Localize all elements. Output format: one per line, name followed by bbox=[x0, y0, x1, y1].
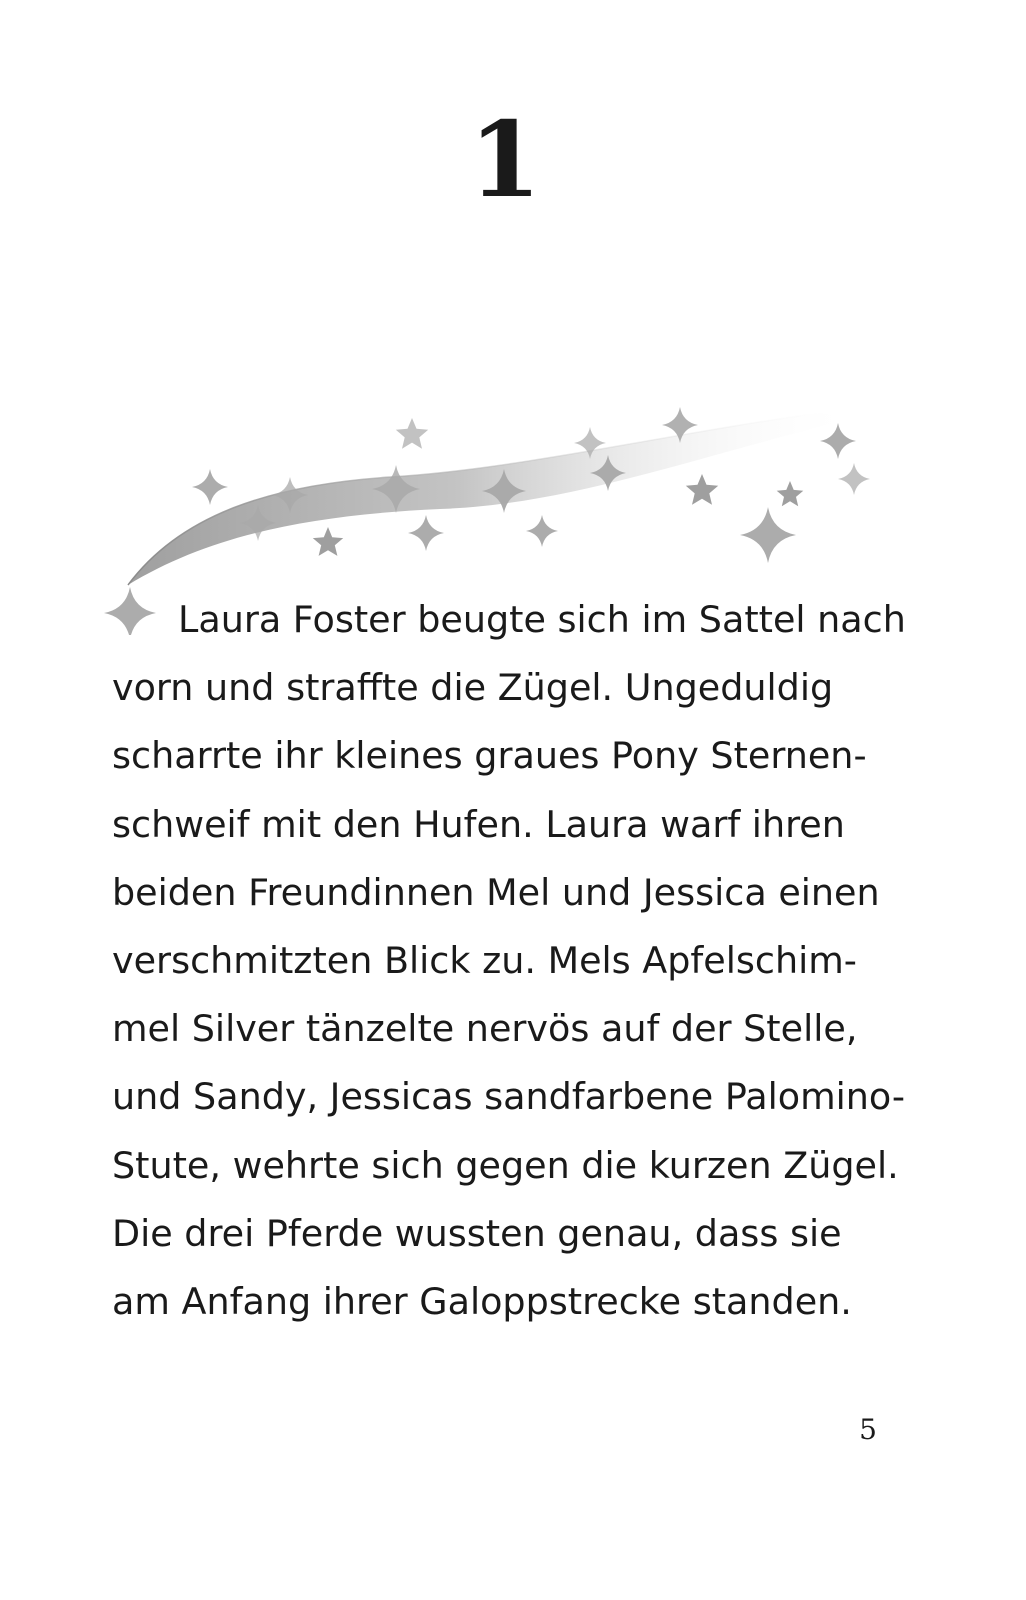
sparkle-icon bbox=[526, 515, 558, 547]
star-icon bbox=[396, 418, 428, 449]
sparkle-icon bbox=[740, 507, 796, 563]
sparkle-icon bbox=[192, 469, 228, 505]
text-line: beiden Freundinnen Mel und Jessica einen bbox=[112, 870, 880, 914]
sparkle-icon bbox=[838, 463, 870, 495]
star-icon bbox=[777, 481, 804, 506]
text-line: verschmitzten Blick zu. Mels Apfelschim- bbox=[112, 939, 857, 983]
text-line: schweif mit den Hufen. Laura warf ihren bbox=[112, 802, 845, 846]
text-line: und Sandy, Jessicas sandfarbene Palomino- bbox=[112, 1075, 906, 1119]
text-line: Laura Foster beugte sich im Sattel nach bbox=[178, 598, 906, 641]
sparkle-icon bbox=[408, 515, 444, 551]
star-icon bbox=[686, 474, 718, 505]
text-line: mel Silver tänzelte nervös auf der Stelle, bbox=[112, 1007, 858, 1051]
text-line: am Anfang ihrer Galoppstrecke standen. bbox=[112, 1280, 852, 1324]
star-icon bbox=[313, 527, 343, 556]
chapter-number: 1 bbox=[468, 98, 542, 221]
text-line: Die drei Pferde wussten genau, dass sie bbox=[112, 1211, 842, 1255]
text-line: Stute, wehrte sich gegen die kurzen Zügel. bbox=[112, 1143, 899, 1187]
text-line: scharrte ihr kleines graues Pony Sternen- bbox=[112, 734, 867, 778]
text-line: vorn und straffte die Zügel. Ungeduldig bbox=[112, 666, 834, 710]
chapter-text bbox=[112, 586, 906, 1336]
page-number: 5 bbox=[859, 1413, 877, 1446]
sparkle-icon bbox=[820, 423, 856, 459]
